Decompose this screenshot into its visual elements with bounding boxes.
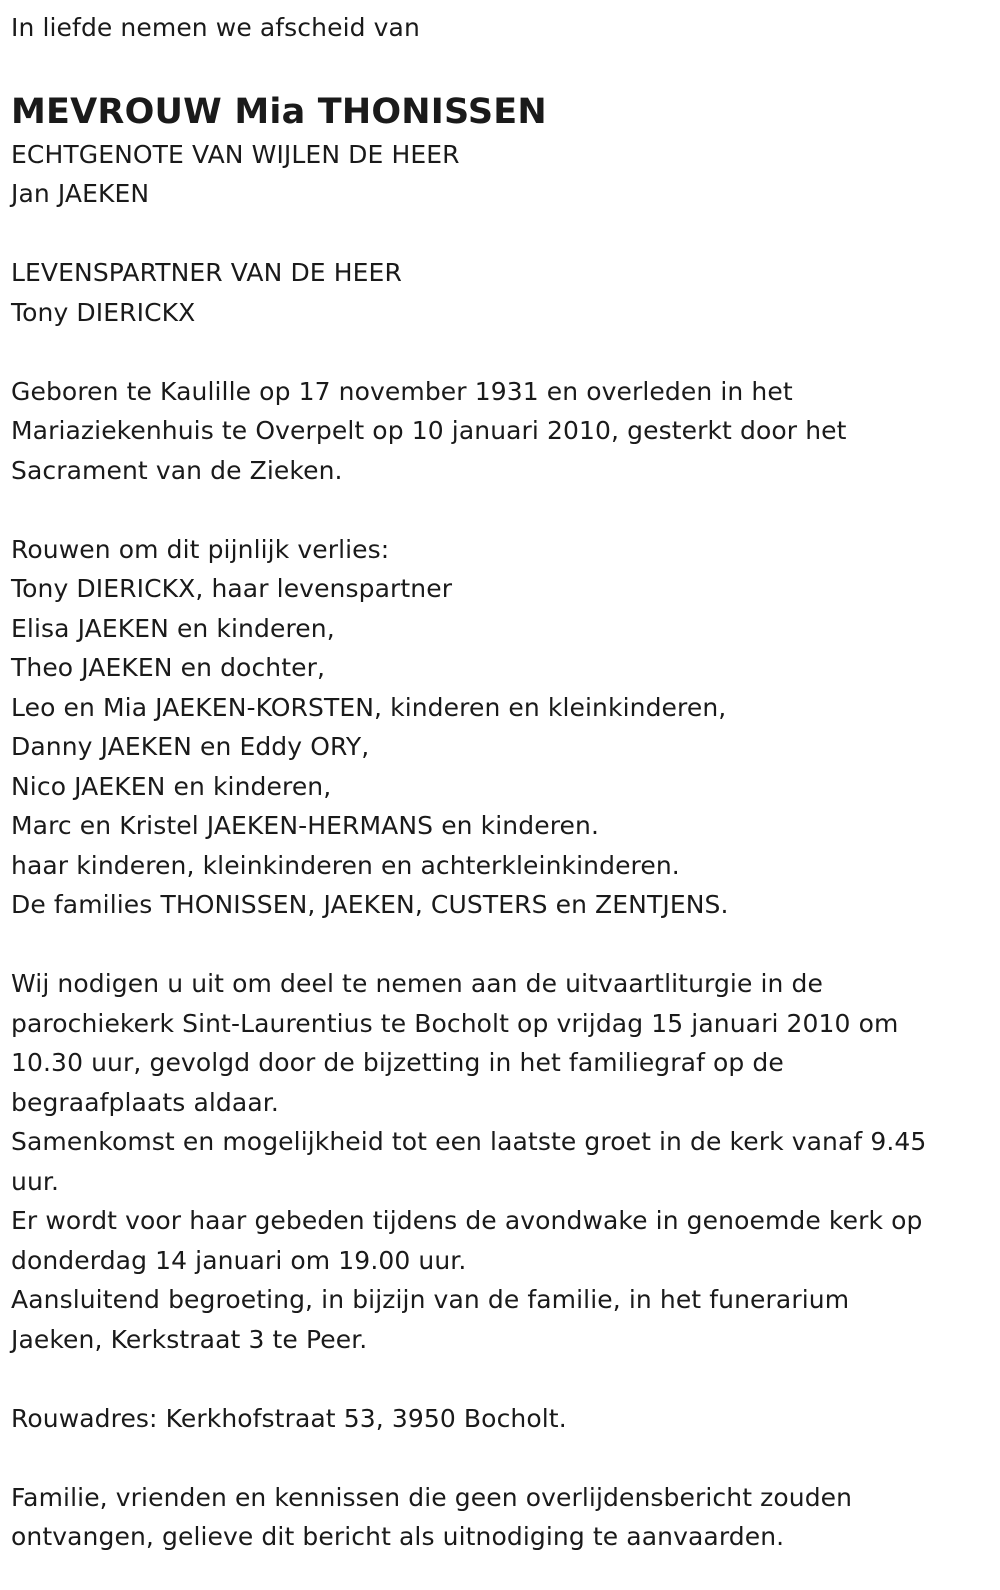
mourner-item: Marc en Kristel JAEKEN-HERMANS en kinderen. xyxy=(11,811,599,840)
intro-text: In liefde nemen we afscheid van xyxy=(11,13,420,42)
mourners-list xyxy=(11,530,980,925)
spouse-label: ECHTGENOTE VAN WIJLEN DE HEER xyxy=(11,139,460,169)
birth-death-paragraph xyxy=(11,372,980,491)
paragraph-line: 10.30 uur, gevolgd door de bijzetting in het familiegraf op de xyxy=(11,1048,784,1077)
mourner-item: Nico JAEKEN en kinderen, xyxy=(11,771,332,801)
partner-label: LEVENSPARTNER VAN DE HEER xyxy=(11,258,402,287)
mourner-item: Tony DIERICKX, haar levenspartner xyxy=(11,574,453,603)
mourner-item: haar kinderen, kleinkinderen en achterkleinkinderen. xyxy=(11,850,680,880)
spacer xyxy=(11,214,980,254)
paragraph-line: parochiekerk Sint-Laurentius te Bocholt op vrijdag 15 januari 2010 om xyxy=(11,1008,899,1038)
mourner-item: Theo JAEKEN en dochter, xyxy=(11,653,326,682)
partner-name: Tony DIERICKX xyxy=(11,297,196,327)
paragraph-line: Samenkomst en mogelijkheid tot een laatste groet in de kerk vanaf 9.45 xyxy=(11,1127,927,1156)
spacer xyxy=(11,1359,980,1399)
paragraph-line: Sacrament van de Zieken. xyxy=(11,455,343,485)
spacer xyxy=(11,332,980,372)
paragraph-line: Familie, vrienden en kennissen die geen overlijdensbericht zouden xyxy=(11,1482,853,1512)
paragraph-line: ontvangen, gelieve dit bericht als uitnodiging te aanvaarden. xyxy=(11,1522,785,1551)
mourner-item: Danny JAEKEN en Eddy ORY, xyxy=(11,732,370,761)
mourning-address: Rouwadres: Kerkhofstraat 53, 3950 Bocholt. xyxy=(11,1403,567,1433)
deceased-name: MEVROUW Mia THONISSEN xyxy=(11,91,547,132)
paragraph-line: Er wordt voor haar gebeden tijdens de avondwake in genoemde kerk op xyxy=(11,1206,923,1235)
paragraph-line: donderdag 14 januari om 19.00 uur. xyxy=(11,1245,467,1275)
paragraph-line: Aansluitend begroeting, in bijzijn van de familie, in het funerarium xyxy=(11,1285,850,1314)
mourners-heading: Rouwen om dit pijnlijk verlies: xyxy=(11,534,390,564)
closing-paragraph xyxy=(11,1478,980,1557)
paragraph-line: Jaeken, Kerkstraat 3 te Peer. xyxy=(11,1324,368,1354)
mourner-item: Elisa JAEKEN en kinderen, xyxy=(11,613,335,643)
paragraph-line: Geboren te Kaulille op 17 november 1931 en overleden in het xyxy=(11,376,793,406)
spacer xyxy=(11,925,980,965)
paragraph-line: begraafplaats aldaar. xyxy=(11,1087,279,1117)
mourner-item: De families THONISSEN, JAEKEN, CUSTERS en ZENTJENS. xyxy=(11,890,729,919)
mourner-item: Leo en Mia JAEKEN-KORSTEN, kinderen en kleinkinderen, xyxy=(11,692,727,722)
spouse-name: Jan JAEKEN xyxy=(11,179,150,208)
paragraph-line: Wij nodigen u uit om deel te nemen aan de uitvaartliturgie in de xyxy=(11,969,823,998)
spacer xyxy=(11,490,980,530)
paragraph-line: Mariaziekenhuis te Overpelt op 10 januari 2010, gesterkt door het xyxy=(11,416,847,445)
paragraph-line: uur. xyxy=(11,1166,60,1196)
ceremony-paragraph xyxy=(11,964,980,1359)
spacer xyxy=(11,1438,980,1478)
